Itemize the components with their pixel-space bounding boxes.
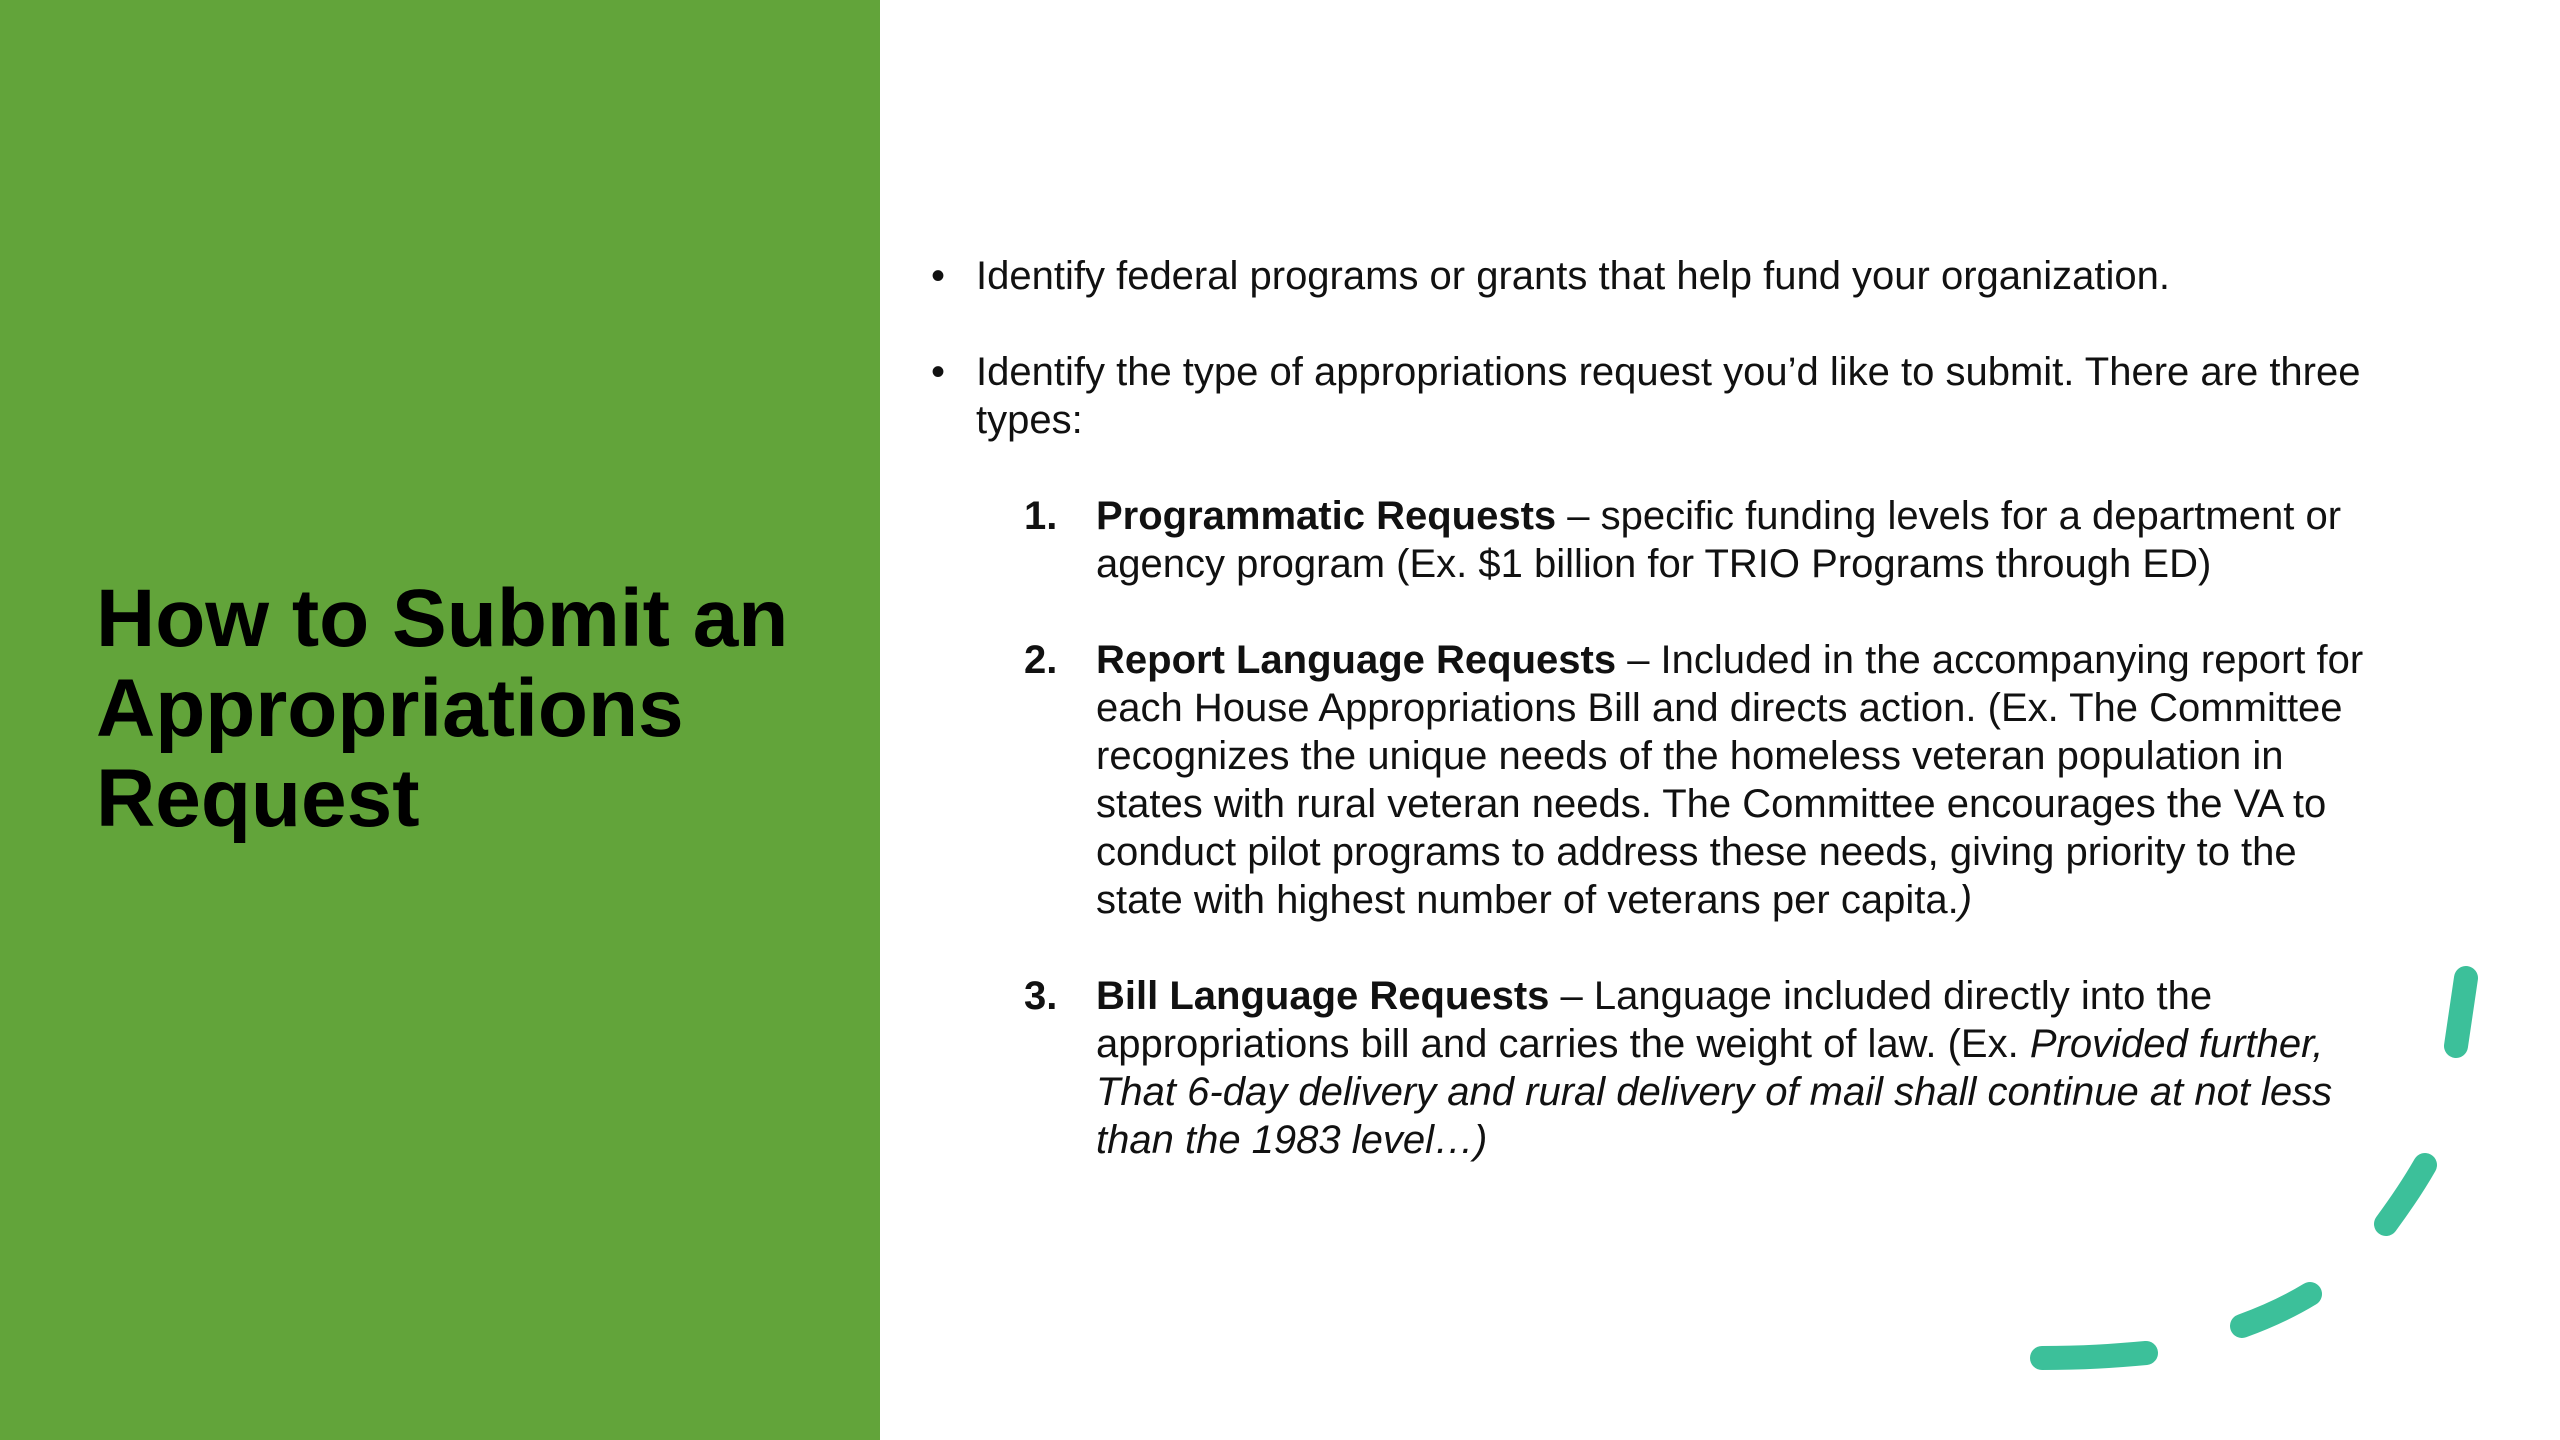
slide-title: How to Submit an Appropriations Request — [96, 573, 789, 844]
request-type-name: Programmatic Requests — [1096, 494, 1557, 538]
request-type-item — [928, 492, 2388, 588]
request-type-example-italic: ) — [1958, 878, 1973, 922]
bullet-text: Identify the type of appropriations request you’d like to submit. There are three types: — [976, 350, 2361, 442]
title-panel — [0, 0, 880, 1440]
request-type-item — [928, 636, 2388, 924]
request-type-description: – Language included directly into the appropriations bill and carries the weight of law. (Ex. — [1096, 974, 2213, 1066]
list-number: 3. — [1024, 974, 1058, 1018]
request-type-name: Report Language Requests — [1096, 638, 1617, 682]
list-number: 2. — [1024, 638, 1058, 682]
bullet-marker: • — [930, 254, 945, 298]
request-type-name: Bill Language Requests — [1096, 974, 1550, 1018]
list-number: 1. — [1024, 494, 1058, 538]
request-type-description: – specific funding levels for a department or agency program (Ex. $1 billion for TRIO Programs through ED) — [1096, 494, 2342, 586]
request-type-example-italic: Provided further, That 6-day delivery and rural delivery of mail shall continue at not less than the 1983 level…) — [1096, 1022, 2333, 1162]
dashed-arc-decoration — [1990, 960, 2490, 1400]
arc-dash — [2242, 1294, 2310, 1326]
arc-dash — [2042, 1353, 2146, 1358]
request-type-description: – Included in the accompanying report for each House Appropriations Bill and directs action. (Ex. The Committee recognizes the unique needs of the homeless veteran population in states with rural veteran needs. The Committee encourages the VA to conduct pilot programs to address these needs, giving priority to the state with highest number of veterans per capita. — [1096, 638, 2364, 922]
bullet-marker: • — [930, 350, 945, 394]
bullet-item — [928, 348, 2388, 444]
bullet-item — [928, 252, 2388, 300]
arc-dash — [2386, 1165, 2425, 1224]
bullet-text: Identify federal programs or grants that help fund your organization. — [976, 254, 2171, 298]
arc-dash — [2456, 978, 2466, 1046]
